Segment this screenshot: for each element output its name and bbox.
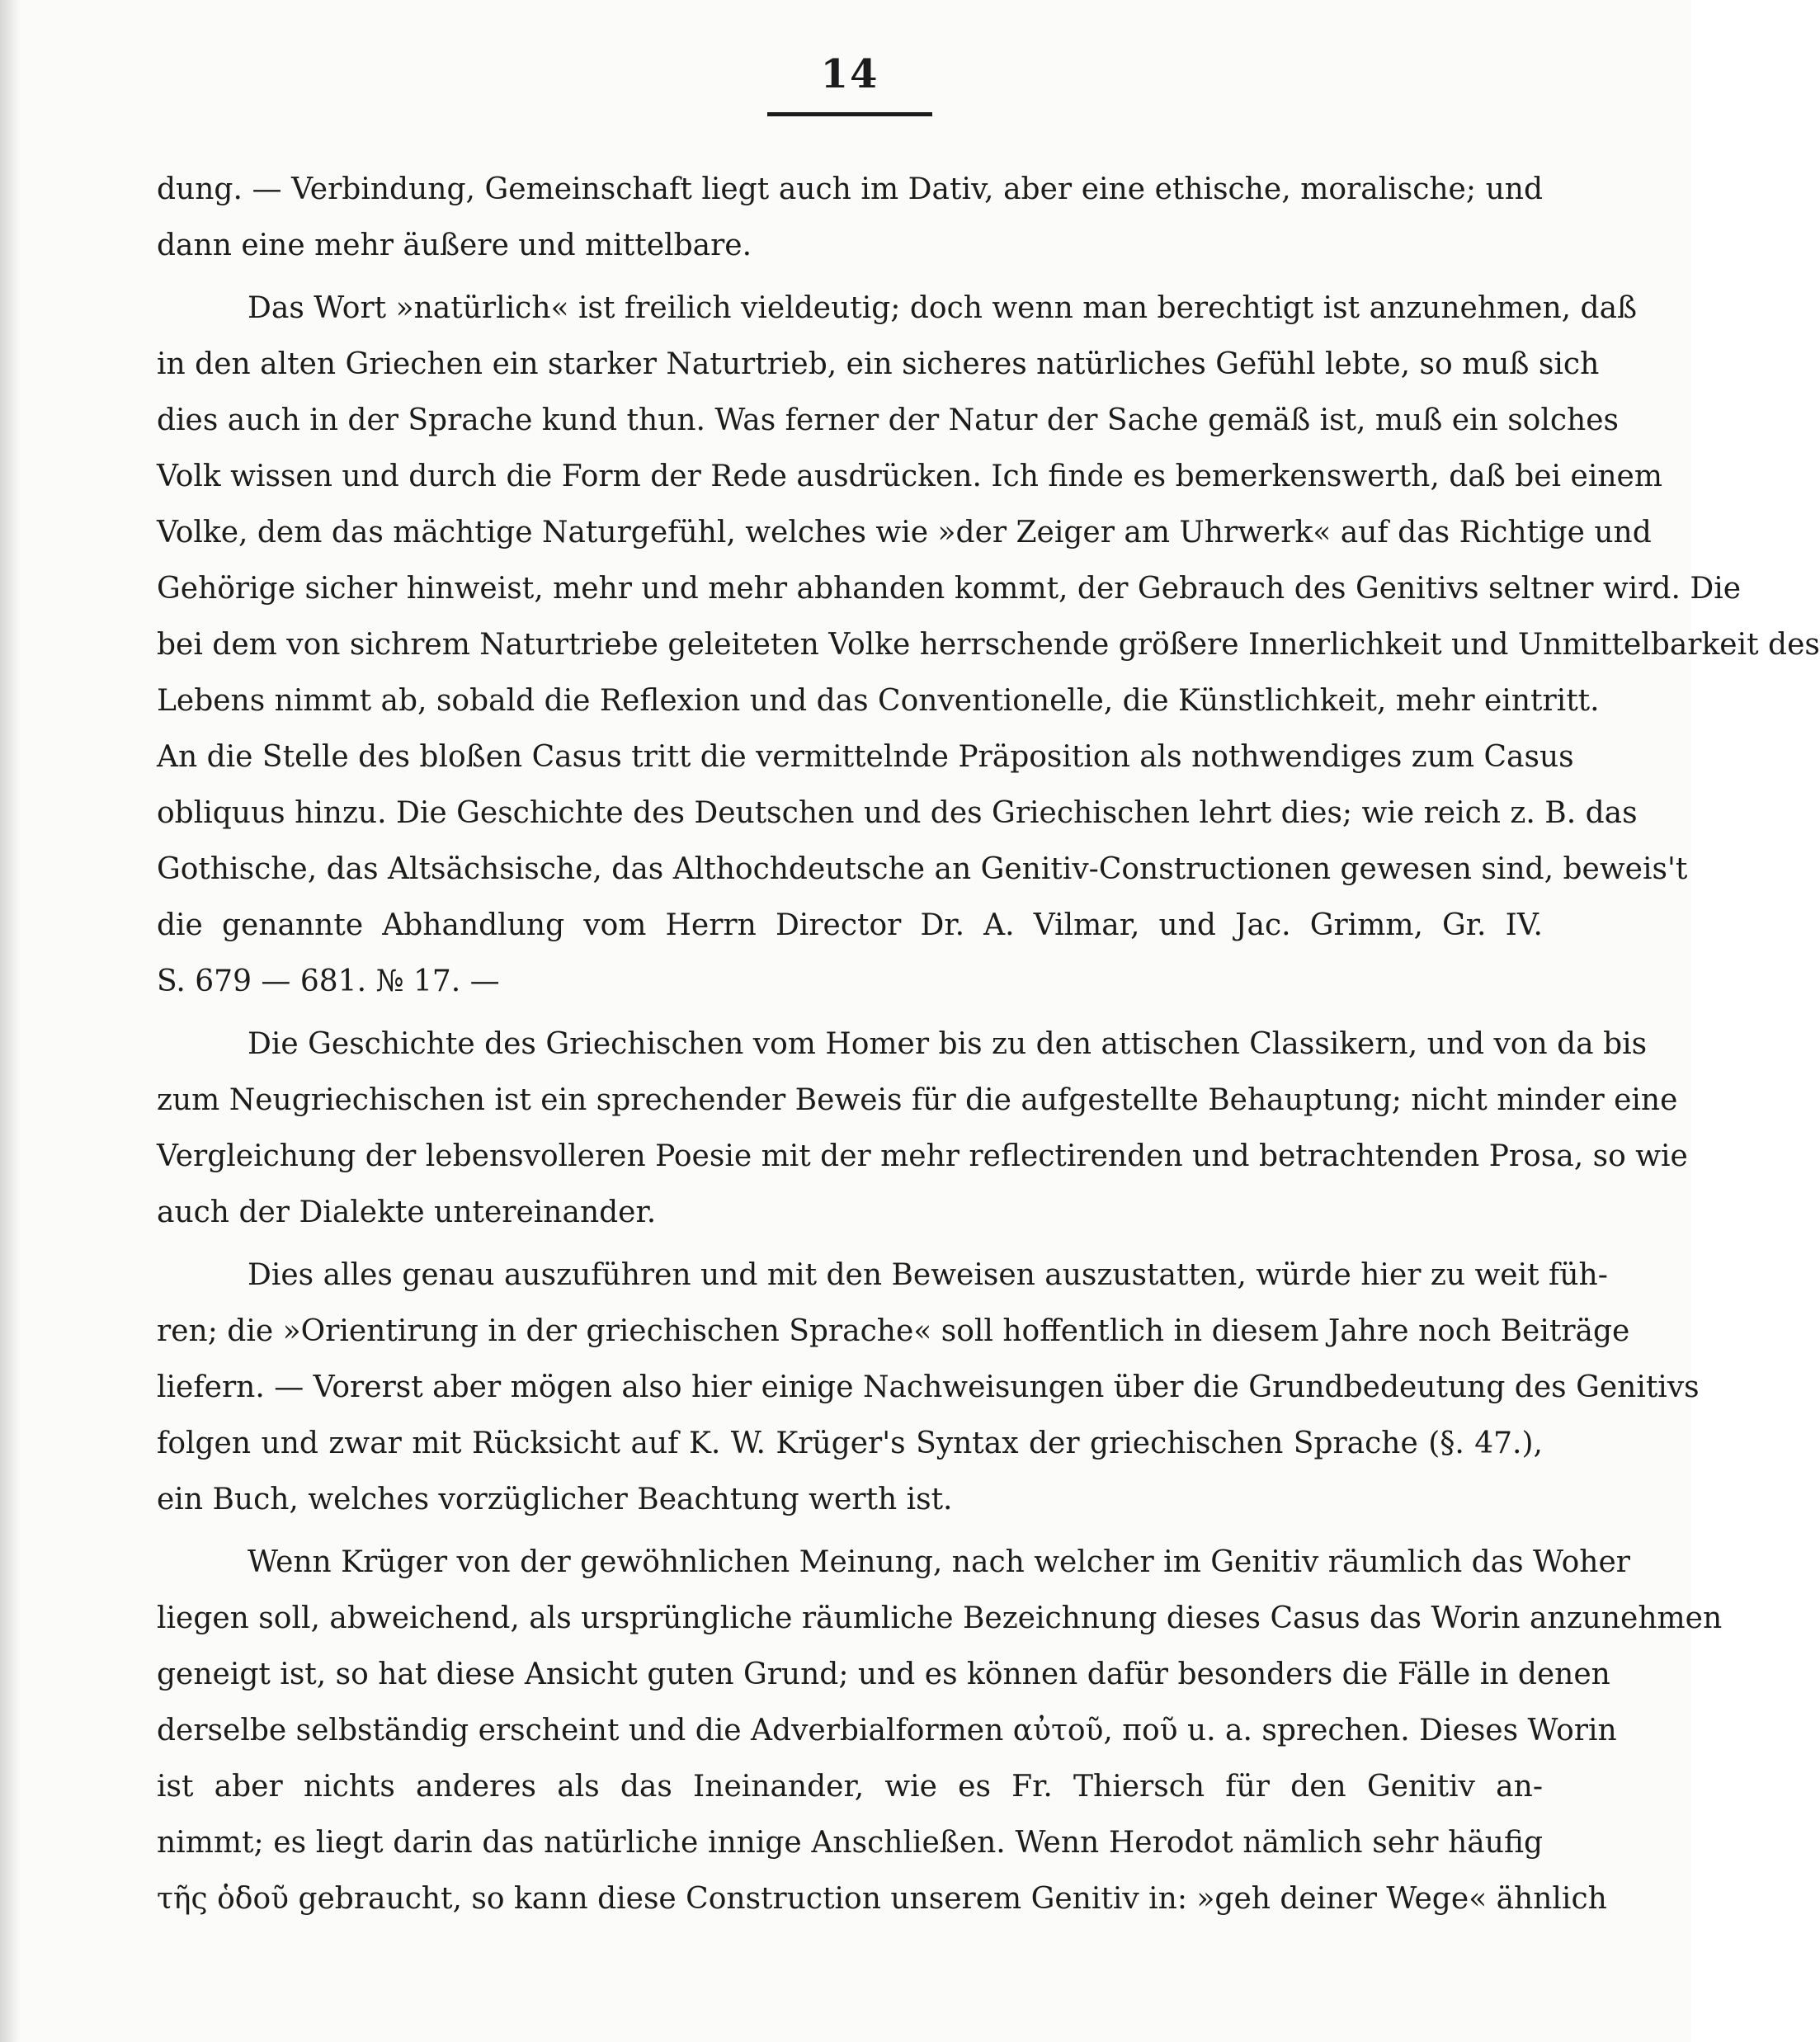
text-line: Dies alles genau auszuführen und mit den Beweisen auszustatten, würde hier zu weit füh- xyxy=(248,1258,1608,1292)
text-line: ein Buch, welches vorzüglicher Beachtung werth ist. xyxy=(157,1483,953,1516)
text-line: auch der Dialekte untereinander. xyxy=(157,1195,657,1229)
text-line: Wenn Krüger von der gewöhnlichen Meinung, nach welcher im Genitiv räumlich das Woher xyxy=(248,1545,1630,1579)
text-line: Das Wort »natürlich« ist freilich vieldeutig; doch wenn man berechtigt ist anzunehmen, daß xyxy=(248,291,1638,325)
text-line: liefern. — Vorerst aber mögen also hier einige Nachweisungen über die Grundbedeutung des Genitivs xyxy=(157,1370,1700,1404)
text-line: geneigt ist, so hat diese Ansicht guten Grund; und es können dafür besonders die Fälle in denen xyxy=(157,1658,1610,1691)
text-line: An die Stelle des bloßen Casus tritt die vermittelnde Präposition als nothwendiges zum Casus xyxy=(157,740,1574,774)
text-line: Die Geschichte des Griechischen vom Homer bis zu den attischen Classikern, und von da bis xyxy=(248,1027,1648,1061)
text-line: zum Neugriechischen ist ein sprechender Beweis für die aufgestellte Behauptung; nicht minder eine xyxy=(157,1083,1678,1117)
text-line: S. 679 — 681. № 17. — xyxy=(157,964,500,998)
text-line: Volk wissen und durch die Form der Rede ausdrücken. Ich finde es bemerkenswerth, daß bei einem xyxy=(157,460,1662,493)
body-text xyxy=(157,162,1820,1927)
text-line: die genannte Abhandlung vom Herrn Director Dr. A. Vilmar, und Jac. Grimm, Gr. IV. xyxy=(157,908,1543,942)
text-line: bei dem von sichrem Naturtriebe geleiteten Volke herrschende größere Innerlichkeit und Unmittelbarkeit des xyxy=(157,628,1820,662)
text-line: nimmt; es liegt darin das natürliche innige Anschließen. Wenn Herodot nämlich sehr häufig xyxy=(157,1826,1543,1860)
text-line: ren; die »Orientirung in der griechischen Sprache« soll hoffentlich in diesem Jahre noch Beiträge xyxy=(157,1314,1630,1348)
text-line: derselbe selbständig erscheint und die Adverbialformen αὐτοῦ, ποῦ u. a. sprechen. Dieses Worin xyxy=(157,1714,1617,1747)
text-line: dann eine mehr äußere und mittelbare. xyxy=(157,229,752,262)
text-line: Gothische, das Altsächsische, das Althochdeutsche an Genitiv-Constructionen gewesen sind, beweis't xyxy=(157,852,1688,886)
page-edge-shadow xyxy=(0,0,20,2042)
text-line: Volke, dem das mächtige Naturgefühl, welches wie »der Zeiger am Uhrwerk« auf das Richtige und xyxy=(157,516,1652,549)
page-number: 14 xyxy=(820,51,879,97)
text-line: in den alten Griechen ein starker Naturtrieb, ein sicheres natürliches Gefühl lebte, so muß sich xyxy=(157,347,1600,381)
text-line: ist aber nichts anderes als das Ineinander, wie es Fr. Thiersch für den Genitiv an- xyxy=(157,1770,1543,1804)
text-line: folgen und zwar mit Rücksicht auf K. W. Krüger's Syntax der griechischen Sprache (§. 47.), xyxy=(157,1427,1543,1460)
page-number-rule xyxy=(767,112,932,116)
text-line: obliquus hinzu. Die Geschichte des Deutschen und des Griechischen lehrt dies; wie reich z. B. das xyxy=(157,796,1638,830)
text-line: dung. — Verbindung, Gemeinschaft liegt auch im Dativ, aber eine ethische, moralische; und xyxy=(157,172,1543,206)
text-line: Lebens nimmt ab, sobald die Reflexion und das Conventionelle, die Künstlichkeit, mehr eintritt. xyxy=(157,684,1600,718)
text-line: liegen soll, abweichend, als ursprüngliche räumliche Bezeichnung dieses Casus das Worin anzunehmen xyxy=(157,1601,1723,1635)
text-line: Gehörige sicher hinweist, mehr und mehr abhanden kommt, der Gebrauch des Genitivs seltner wird. Die xyxy=(157,572,1742,606)
text-line: dies auch in der Sprache kund thun. Was ferner der Natur der Sache gemäß ist, muß ein solches xyxy=(157,403,1619,437)
text-line: τῆς ὁδοῦ gebraucht, so kann diese Construction unserem Genitiv in: »geh deiner Wege« ähnlich xyxy=(157,1882,1607,1916)
text-line: Vergleichung der lebensvolleren Poesie mit der mehr reflectirenden und betrachtenden Prosa, so wie xyxy=(157,1139,1688,1173)
